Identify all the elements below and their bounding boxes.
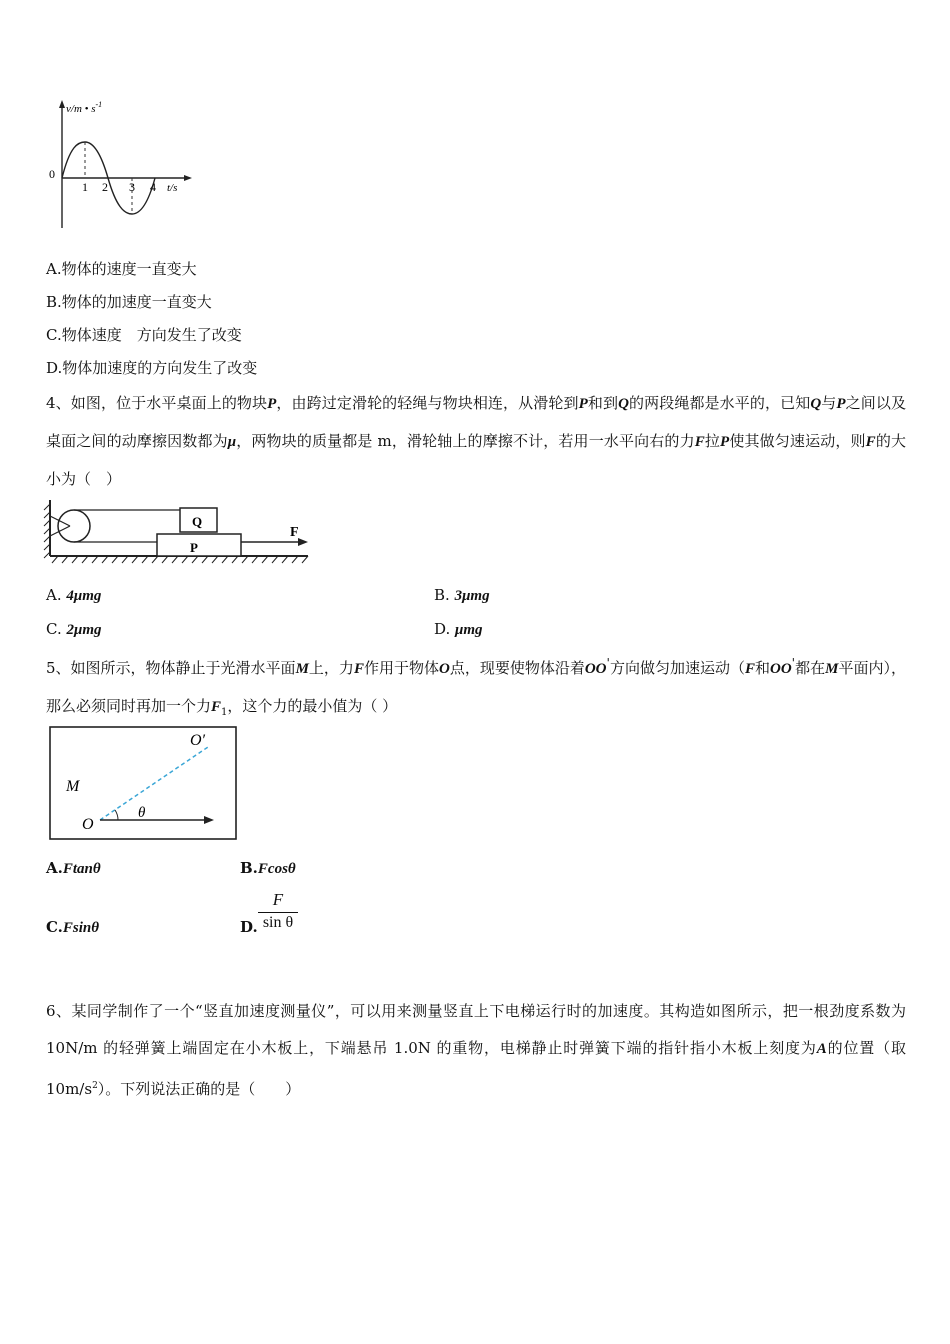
v-axis-arrow xyxy=(59,100,65,108)
pulley xyxy=(58,510,90,542)
target-o-label: O′ xyxy=(190,732,206,749)
block-p xyxy=(157,534,241,556)
x-axis-label: t/s xyxy=(167,182,178,194)
q5-option-d: D. xyxy=(240,918,258,936)
q4-option-c: C. 2μmg xyxy=(46,620,102,638)
pulley-figure xyxy=(40,496,312,566)
tick-label-3: 3 xyxy=(129,180,135,194)
q5-option-c: C.Fsinθ xyxy=(46,918,100,936)
fraction-denominator: sin θ xyxy=(262,914,294,931)
theta-label: θ xyxy=(138,805,146,821)
tick-label-4: 4 xyxy=(150,180,156,194)
q4-option-a: A. 4μmg xyxy=(46,586,102,604)
plane-figure xyxy=(48,725,240,843)
tick-label-2: 2 xyxy=(102,180,108,194)
origin-label: 0 xyxy=(49,167,55,181)
q5-stem: 5、如图所示，物体静止于光滑水平面M上，力F作用于物体O点，现要使物体沿着OO'方向做匀加速运动（F和OO'都在M平面内），那么必须同时再加一个力$F_1$，这个力的最小值为（ ） xyxy=(46,655,906,718)
block-q-label: Q xyxy=(192,514,203,529)
q6-stem: 6、某同学制作了一个“竖直加速度测量仪”，可以用来测量竖直上下电梯运行时的加速度。其构造如图所示，把一根劲度系数为 10N/m 的轻弹簧上端固定在小木板上，下端悬吊 1.0N 的重物，电梯静止时弹簧下端的指针指小木板上刻度为A的位置（取 $10m/s^2$）。下列说法正确的是（ ） xyxy=(46,1002,906,1098)
vt-graph xyxy=(40,96,200,230)
q3-option-c: C.物体速度 方向发生了改变 xyxy=(46,326,242,344)
q4-stem: 4、如图，位于水平桌面上的物块P，由跨过定滑轮的轻绳与物块相连，从滑轮到P和到Q的两段绳都是水平的，已知Q与P之间以及桌面之间的动摩擦因数都为μ，两物块的质量都是 m，滑轮轴上的摩擦不计，若用一水平向右的力F拉P使其做匀速运动，则F的大小为（ ） xyxy=(46,394,906,488)
t-axis-arrow xyxy=(184,175,192,181)
block-p-label: P xyxy=(190,540,198,555)
q3-option-b: B.物体的加速度一直变大 xyxy=(46,293,212,311)
q5-option-b: B.Fcosθ xyxy=(240,859,296,877)
fraction-numerator: F xyxy=(258,890,298,913)
force-label: F xyxy=(290,525,299,540)
q3-option-a: A.物体的速度一直变大 xyxy=(46,260,197,278)
origin-o-label: O xyxy=(82,816,94,833)
tick-label-1: 1 xyxy=(82,180,88,194)
q5-option-a: A.Ftanθ xyxy=(46,859,101,877)
q5-option-d-fraction xyxy=(258,890,298,933)
q3-option-d: D.物体加速度的方向发生了改变 xyxy=(46,359,258,377)
plane-label: M xyxy=(66,778,80,795)
floor-hatching xyxy=(52,556,308,563)
y-axis-label: v/m • $s^{-1}$ xyxy=(66,100,103,115)
q4-option-b: B. 3μmg xyxy=(434,586,490,604)
q4-option-d: D. μmg xyxy=(434,620,483,638)
